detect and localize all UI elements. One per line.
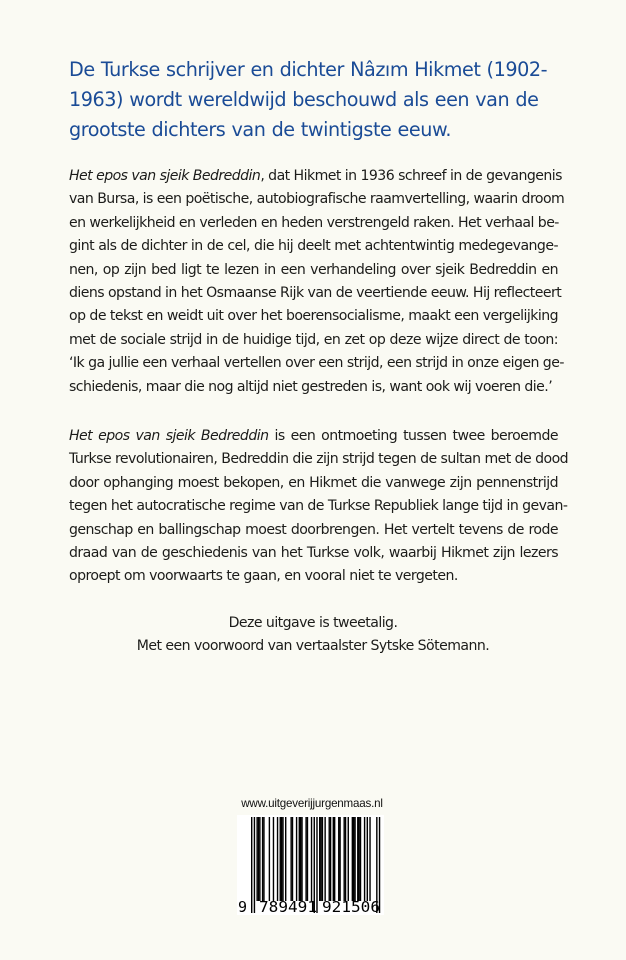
paragraph-line: en werkelijkheid en verleden en heden verstrengeld raken. Het verhaal be- (69, 214, 559, 231)
barcode-bar (345, 817, 346, 901)
barcode-bar (369, 817, 370, 901)
barcode-bar (299, 817, 300, 901)
barcode-bar (281, 817, 282, 901)
paragraph-text: is een ontmoeting tussen twee beroemde (268, 428, 558, 444)
barcode-bar (263, 817, 264, 901)
barcode-bar (333, 817, 334, 901)
barcode-bar (353, 817, 354, 901)
intro-line: 1963) wordt wereldwijd beschouwd als een van de (69, 88, 539, 111)
barcode-bar (273, 817, 274, 901)
barcode-bar (290, 817, 291, 901)
publisher-url: www.uitgeverijjurgenmaas.nl (241, 797, 383, 810)
barcode-bar (330, 817, 331, 901)
barcode-bar (319, 817, 320, 901)
barcode-left-digits: 789491 (259, 898, 317, 915)
barcode-bar (258, 817, 259, 901)
intro-line: De Turkse schrijver en dichter Nâzım Hikmet (1902- (69, 58, 548, 81)
barcode-bar (320, 817, 321, 901)
barcode-bar (296, 817, 297, 901)
foreword-note: Met een voorwoord van vertaalster Sytske Sötemann. (136, 638, 490, 655)
barcode-bar (254, 817, 255, 913)
barcode-bar (329, 817, 330, 901)
barcode-bar (348, 817, 349, 901)
barcode-bar (269, 817, 270, 901)
paragraph-line: schiedenis, maar die nog altijd niet gestreden is, want ook wij voeren die.’ (69, 378, 553, 395)
description-paragraph-1 (69, 165, 565, 399)
barcode-bar (259, 817, 260, 901)
paragraph-line (69, 165, 562, 188)
bilingual-note: Deze uitgave is tweetalig. (228, 615, 398, 631)
barcode-bar (262, 817, 263, 901)
barcode-bar (307, 817, 308, 901)
paragraph-line: tegen het autocratische regime van de Turkse Republiek lange tijd in gevan- (69, 498, 568, 515)
paragraph-line: op de tekst en weidt uit over het boerensocialisme, maakt een vergelijking (69, 308, 558, 325)
barcode-bar (300, 817, 301, 901)
edition-notes (0, 612, 626, 659)
paragraph-line: gint als de dichter in de cel, die hij deelt met achtentwintig medegevange- (69, 238, 558, 255)
paragraph-text: , dat Hikmet in 1936 schreef in de gevangenis (260, 168, 562, 184)
barcode-bar (364, 817, 365, 901)
barcode-bar (251, 817, 252, 913)
barcode-bar (322, 817, 323, 901)
barcode-bar (343, 817, 344, 901)
paragraph-line: van Bursa, is een poëtische, autobiografische raamvertelling, waarin droom (69, 191, 565, 208)
barcode-bar (311, 817, 312, 901)
paragraph-line: draad van de geschiedenis van het Turkse volk, waarbij Hikmet zijn lezers (69, 545, 558, 562)
barcode-bar (357, 817, 358, 901)
paragraph-line (69, 425, 558, 448)
barcode-bar (360, 817, 361, 901)
barcode-bar (367, 817, 368, 901)
barcode-first-digit: 9 (238, 898, 248, 915)
barcode-bar (285, 817, 286, 901)
barcode-bar (352, 817, 353, 901)
book-title-italic: Het epos van sjeik Bedreddin (69, 428, 269, 444)
barcode-right-digits: 921506 (322, 898, 380, 915)
paragraph-line: Turkse revolutionairen, Bedreddin die zijn strijd tegen de sultan met de dood (69, 451, 569, 468)
barcode-graphic (237, 815, 384, 915)
barcode-bar (301, 817, 302, 901)
paragraph-line: met de sociale strijd in de huidige tijd, en zet op deze wijze direct de toon: (69, 331, 558, 348)
paragraph-line: nen, op zijn bed ligt te lezen in een verhandeling over sjeik Bedreddin en (69, 261, 558, 278)
barcode-bar (282, 817, 283, 901)
barcode-bar (358, 817, 359, 901)
isbn-barcode (237, 815, 384, 915)
barcode-bar (256, 817, 257, 901)
paragraph-line: door ophanging moest bekopen, en Hikmet die vanwege zijn pennenstrijd (69, 474, 558, 491)
paragraph-line: diens opstand in het Osmaanse Rijk van de veertiende eeuw. Hij reflecteert (69, 285, 562, 302)
barcode-bar (292, 817, 293, 901)
barcode-bar (338, 817, 339, 901)
barcode-bar (339, 817, 340, 901)
paragraph-line: oproept om voorwaarts te gaan, en vooral niet te vergeten. (69, 568, 458, 585)
barcode-bar (277, 817, 278, 901)
barcode-bar (334, 817, 335, 901)
paragraph-line: ‘Ik ga jullie een verhaal vertellen over een strijd, een strijd in onze eigen ge- (69, 355, 564, 372)
paragraph-line: genschap en ballingschap moest doorbrengen. Het vertelt tevens de rode (69, 521, 558, 538)
barcode-bar (280, 817, 281, 901)
intro-line: grootste dichters van de twintigste eeuw. (69, 118, 452, 141)
barcode-bar (305, 817, 306, 901)
book-title-italic: Het epos van sjeik Bedreddin (69, 168, 261, 184)
barcode-bar (354, 817, 355, 901)
barcode-bar (324, 817, 325, 901)
intro-statement (69, 55, 564, 145)
description-paragraph-2 (69, 425, 569, 589)
